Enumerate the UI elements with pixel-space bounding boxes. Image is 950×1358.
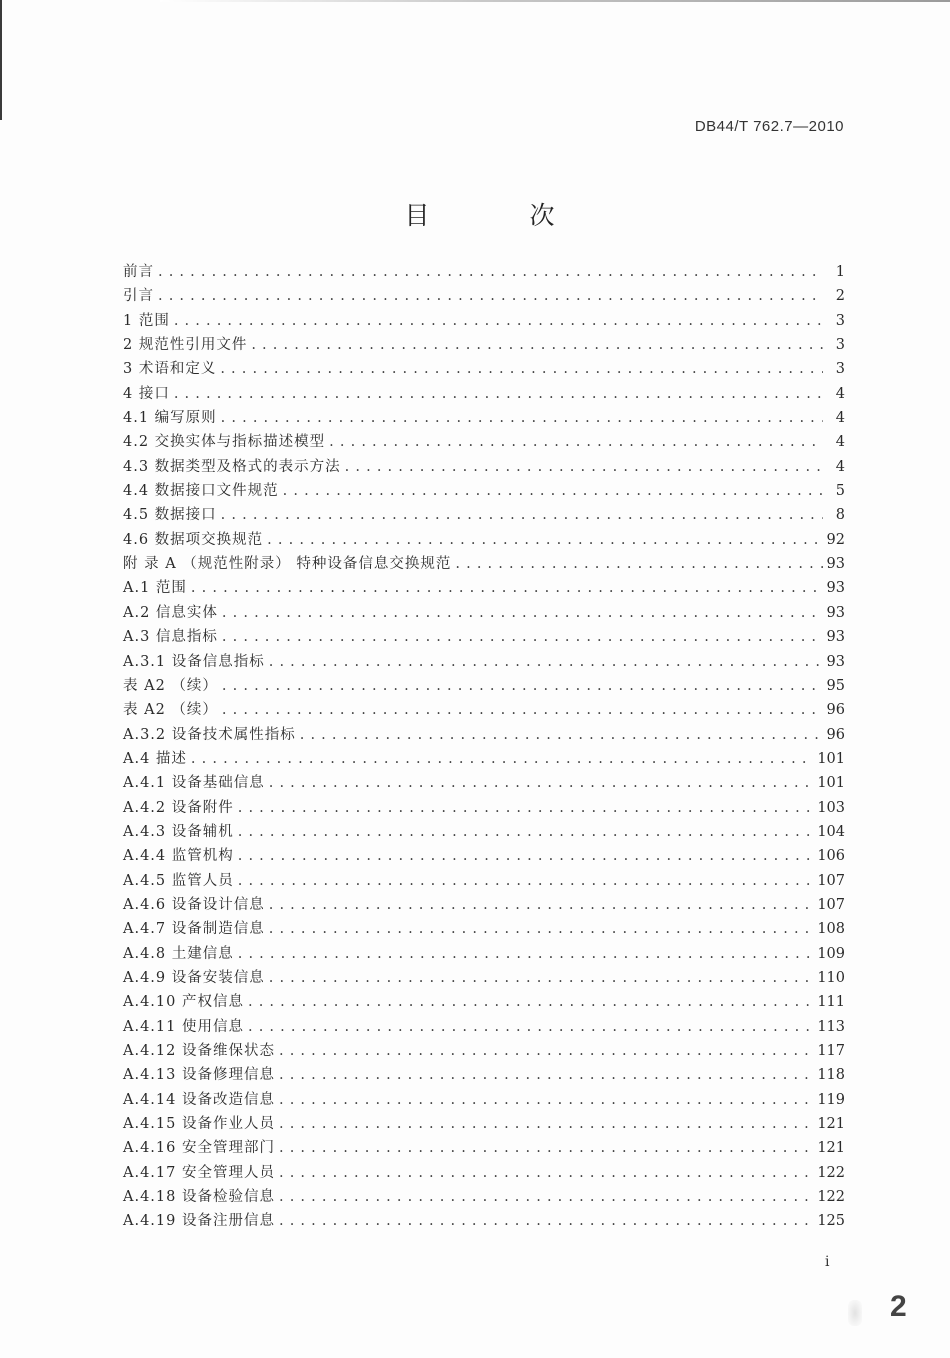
toc-entry	[123, 895, 845, 919]
toc-entry-page: 107	[817, 896, 845, 913]
toc-dot-leader	[279, 1163, 813, 1183]
toc-entry	[123, 627, 845, 651]
toc-dot-leader	[279, 1090, 813, 1110]
scan-smudge	[848, 1300, 862, 1326]
toc-dot-leader	[191, 578, 823, 598]
toc-dot-leader	[279, 1065, 813, 1085]
toc-entry	[123, 676, 845, 700]
toc-entry-label: A.4 描述	[123, 750, 187, 767]
toc-title: 目 次	[404, 201, 601, 230]
toc-entry-page: 1	[835, 264, 845, 280]
toc-dot-leader	[279, 1041, 813, 1061]
toc-entry	[123, 505, 845, 529]
toc-entry	[123, 384, 845, 408]
toc-dot-leader	[329, 432, 823, 452]
scan-edge-top	[160, 0, 950, 2]
toc-entry-label: A.4.18 设备检验信息	[123, 1189, 275, 1206]
toc-entry-page: 125	[817, 1213, 845, 1230]
toc-entry	[123, 822, 845, 846]
toc-entry-label: 2 规范性引用文件	[123, 337, 248, 354]
toc-dot-leader	[269, 968, 814, 988]
toc-entry	[123, 481, 845, 505]
toc-dot-leader	[345, 457, 823, 477]
toc-entry-label: 3 术语和定义	[123, 361, 217, 378]
toc-entry-page: 118	[817, 1067, 845, 1084]
toc-entry-page: 93	[826, 653, 845, 670]
toc-entry-label: A.4.9 设备安装信息	[123, 969, 265, 986]
toc-entry-page: 3	[835, 312, 845, 329]
toc-entry-label: A.2 信息实体	[123, 604, 218, 621]
toc-entry-page: 122	[817, 1164, 845, 1181]
toc-dot-leader	[267, 530, 822, 550]
toc-entry	[123, 773, 845, 797]
toc-dot-leader	[158, 286, 823, 306]
toc-entry-label: A.4.17 安全管理人员	[123, 1164, 275, 1181]
toc-dot-leader	[248, 992, 813, 1012]
toc-entry-label: 4.4 数据接口文件规范	[123, 483, 279, 500]
toc-entry-label: A.4.15 设备作业人员	[123, 1116, 275, 1133]
toc-entry-label: A.4.11 使用信息	[123, 1018, 244, 1035]
toc-entry	[123, 846, 845, 870]
scan-edge-left	[0, 0, 2, 120]
toc-entry-label: 4.2 交换实体与指标描述模型	[123, 434, 326, 451]
toc-entry-page: 119	[817, 1091, 845, 1108]
toc-entry-page: 5	[835, 483, 845, 500]
toc-entry-label: A.3 信息指标	[123, 629, 218, 646]
toc-dot-leader	[174, 311, 823, 331]
toc-entry-label: A.4.14 设备改造信息	[123, 1091, 275, 1108]
toc-entry-page: 122	[817, 1189, 845, 1206]
toc-dot-leader	[238, 798, 814, 818]
toc-entry	[123, 578, 845, 602]
toc-entry-page: 121	[817, 1116, 845, 1133]
sheet-number: 2	[890, 1290, 907, 1323]
toc-entry-page: 93	[826, 604, 845, 621]
page-folio: i	[825, 1254, 830, 1270]
toc-entry-page: 93	[826, 629, 845, 646]
toc-entry-label: A.4.19 设备注册信息	[123, 1213, 275, 1230]
toc-entry	[123, 457, 845, 481]
toc-entry	[123, 1114, 845, 1138]
toc-entry-label: A.4.1 设备基础信息	[123, 775, 265, 792]
toc-entry	[123, 359, 845, 383]
toc-entry-page: 104	[817, 823, 845, 840]
toc-entry-label: A.3.2 设备技术属性指标	[123, 726, 296, 743]
toc-dot-leader	[221, 505, 823, 525]
toc-entry-page: 109	[817, 945, 845, 962]
toc-dot-leader	[222, 700, 823, 720]
toc-dot-leader	[238, 822, 814, 842]
toc-entry-page: 93	[826, 580, 845, 597]
toc-dot-leader	[248, 1017, 813, 1037]
toc-entry-label: A.4.10 产权信息	[123, 994, 244, 1011]
toc-dot-leader	[279, 1187, 813, 1207]
toc-entry-page: 101	[817, 750, 845, 767]
toc-entry-label: A.4.5 监管人员	[123, 872, 234, 889]
toc-dot-leader	[174, 384, 823, 404]
toc-entry-page: 117	[817, 1043, 845, 1059]
toc-dot-leader	[269, 895, 814, 915]
toc-entry-label: A.1 范围	[123, 580, 187, 597]
toc-entry	[123, 530, 845, 554]
toc-entry-page: 4	[835, 458, 845, 475]
toc-entry	[123, 286, 845, 310]
toc-entry	[123, 652, 845, 676]
toc-entry-page: 3	[835, 361, 845, 378]
toc-dot-leader	[220, 359, 823, 379]
toc-entry	[123, 335, 845, 359]
toc-entry-label: 4.5 数据接口	[123, 507, 217, 524]
toc-entry	[123, 1211, 845, 1235]
toc-entry-page: 4	[835, 434, 845, 451]
toc-entry	[123, 1041, 845, 1065]
toc-entry-label: 前言	[123, 264, 154, 280]
toc-entry-page: 8	[835, 507, 845, 524]
toc-entry-page: 107	[817, 872, 845, 889]
toc-dot-leader	[221, 408, 823, 428]
toc-entry-page: 96	[826, 726, 845, 743]
toc-dot-leader	[222, 627, 823, 647]
toc-entry-label: 引言	[123, 288, 154, 305]
toc-entry-page: 92	[826, 531, 845, 548]
toc-dot-leader	[269, 773, 814, 793]
toc-entry-label: A.4.13 设备修理信息	[123, 1067, 275, 1084]
toc-entry	[123, 262, 845, 286]
toc-entry	[123, 919, 845, 943]
toc-entry	[123, 408, 845, 432]
toc-dot-leader	[269, 919, 814, 939]
toc-entry-label: A.4.7 设备制造信息	[123, 921, 265, 938]
toc-dot-leader	[455, 554, 822, 574]
table-of-contents	[123, 262, 845, 1236]
toc-entry-page: 4	[835, 410, 845, 427]
toc-entry-page: 111	[817, 994, 845, 1011]
toc-entry-label: 4.6 数据项交换规范	[123, 531, 264, 548]
toc-dot-leader	[279, 1138, 813, 1158]
toc-entry	[123, 725, 845, 749]
toc-entry-page: 121	[817, 1140, 845, 1157]
toc-entry	[123, 749, 845, 773]
toc-entry	[123, 944, 845, 968]
toc-entry	[123, 1017, 845, 1041]
toc-entry	[123, 798, 845, 822]
toc-entry-page: 2	[835, 288, 845, 305]
toc-dot-leader	[191, 749, 813, 769]
toc-entry-page: 101	[817, 775, 845, 792]
toc-entry-page: 95	[826, 677, 845, 694]
toc-entry-label: A.3.1 设备信息指标	[123, 653, 265, 670]
toc-entry-page: 103	[817, 799, 845, 816]
toc-entry-label: 4.1 编写原则	[123, 410, 217, 427]
toc-entry	[123, 1138, 845, 1162]
toc-dot-leader	[269, 652, 823, 672]
toc-entry-page: 4	[835, 385, 845, 402]
toc-entry-label: A.4.4 监管机构	[123, 848, 234, 865]
toc-dot-leader	[238, 944, 814, 964]
toc-entry-page: 3	[835, 337, 845, 354]
toc-entry-label: A.4.2 设备附件	[123, 799, 234, 816]
toc-dot-leader	[300, 725, 823, 745]
toc-entry	[123, 871, 845, 895]
toc-entry-page: 113	[817, 1018, 845, 1035]
toc-entry	[123, 1187, 845, 1211]
toc-dot-leader	[238, 871, 814, 891]
toc-dot-leader	[222, 676, 823, 696]
toc-entry	[123, 700, 845, 724]
toc-entry-page: 106	[817, 848, 845, 865]
toc-entry	[123, 432, 845, 456]
toc-entry	[123, 1065, 845, 1089]
toc-entry-page: 93	[826, 556, 845, 573]
toc-entry-label: A.4.8 土建信息	[123, 945, 234, 962]
toc-entry	[123, 554, 845, 578]
toc-dot-leader	[279, 1114, 813, 1134]
toc-entry-page: 110	[817, 969, 845, 986]
toc-dot-leader	[158, 262, 823, 282]
toc-entry-label: 1 范围	[123, 312, 170, 329]
document-code: DB44/T 762.7—2010	[694, 118, 844, 135]
toc-entry	[123, 1163, 845, 1187]
toc-entry-page: 96	[826, 702, 845, 719]
toc-entry-label: 表 A2 （续）	[123, 677, 218, 694]
toc-dot-leader	[251, 335, 823, 355]
toc-entry-label: A.4.6 设备设计信息	[123, 896, 265, 913]
toc-entry-label: 表 A2 （续）	[123, 702, 218, 719]
toc-dot-leader	[238, 846, 814, 866]
toc-dot-leader	[279, 1211, 813, 1231]
toc-entry-label: A.4.16 安全管理部门	[123, 1140, 275, 1157]
toc-entry-label: 4 接口	[123, 385, 170, 402]
toc-entry	[123, 1090, 845, 1114]
toc-entry-label: A.4.3 设备辅机	[123, 823, 234, 840]
toc-entry-label: 附 录 A （规范性附录） 特种设备信息交换规范	[123, 556, 452, 573]
toc-entry-page: 108	[817, 921, 845, 938]
toc-dot-leader	[283, 481, 823, 501]
toc-dot-leader	[222, 603, 823, 623]
toc-entry	[123, 968, 845, 992]
toc-entry	[123, 992, 845, 1016]
toc-entry-label: 4.3 数据类型及格式的表示方法	[123, 458, 341, 475]
toc-entry-label: A.4.12 设备维保状态	[123, 1043, 275, 1059]
toc-entry	[123, 311, 845, 335]
toc-entry	[123, 603, 845, 627]
